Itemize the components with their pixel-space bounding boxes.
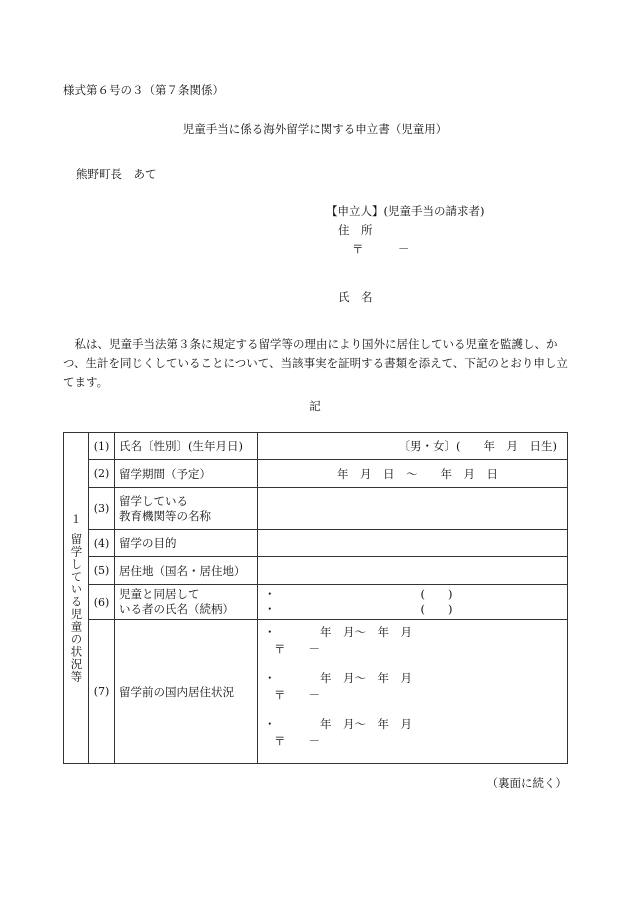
section-number: １ <box>70 511 82 526</box>
applicant-heading: 【申立人】(児童手当の請求者) <box>326 204 485 218</box>
form-number: 様式第６号の３（第７条関係） <box>63 83 224 97</box>
label-line: いる者の氏名（続柄） <box>119 602 234 616</box>
table-row <box>64 585 568 620</box>
address-label: 住 所 <box>338 223 373 237</box>
cohabitant-entry <box>264 602 567 617</box>
row-label: 氏名〔性別〕(生年月日) <box>115 433 258 460</box>
ki-heading: 記 <box>309 399 321 413</box>
label-line: 留学している <box>119 493 188 508</box>
study-period-field[interactable]: 年 月 日 〜 年 月 日 <box>258 460 568 488</box>
continued-note: （裏面に続く） <box>486 776 567 790</box>
row-number: (1) <box>89 433 115 460</box>
label-line: 児童と同居して <box>119 587 200 601</box>
row-label: 留学期間（予定） <box>115 460 258 488</box>
postal-code-field[interactable]: 〒 － <box>352 242 410 256</box>
name-gender-birthdate-field[interactable]: 〔男・女〕( 年 月 日生) <box>258 433 568 460</box>
residence-postal: 〒 － <box>274 688 320 702</box>
child-status-table <box>63 432 568 764</box>
section-label <box>64 433 89 764</box>
row-number: (3) <box>89 488 115 530</box>
name-label: 氏 名 <box>338 290 373 304</box>
residence-postal: 〒 － <box>274 642 320 656</box>
cohabitant-entry <box>264 587 567 602</box>
table-row <box>64 557 568 585</box>
bullet: ・ <box>264 587 276 601</box>
residence-field[interactable] <box>258 557 568 585</box>
prior-residence-entry <box>258 712 567 758</box>
bullet: ・ <box>264 602 276 616</box>
relationship-paren: ( ) <box>420 602 453 616</box>
row-number: (7) <box>89 620 115 764</box>
table-row <box>64 530 568 557</box>
prior-residence-entry <box>258 620 567 666</box>
row-number: (4) <box>89 530 115 557</box>
label-line: 教育機関等の名称 <box>119 508 211 523</box>
table-row <box>64 460 568 488</box>
addressee: 熊野町長 あて <box>76 167 157 181</box>
row-label: 留学前の国内居住状況 <box>115 620 258 764</box>
prior-residence-entry <box>258 666 567 712</box>
row-label <box>115 585 258 620</box>
row-number: (2) <box>89 460 115 488</box>
bullet: ・ <box>264 671 276 685</box>
row-label: 留学の目的 <box>115 530 258 557</box>
row-label: 居住地（国名・居住地） <box>115 557 258 585</box>
residence-period: 年 月〜 年 月 <box>320 717 412 731</box>
bullet: ・ <box>264 717 276 731</box>
section-title: 留学している児童の状況等 <box>69 532 84 683</box>
institution-name-field[interactable] <box>258 488 568 530</box>
table-row <box>64 620 568 764</box>
residence-postal: 〒 － <box>274 734 320 748</box>
residence-period: 年 月〜 年 月 <box>320 625 412 639</box>
document-title: 児童手当に係る海外留学に関する申立書（児童用） <box>182 122 448 136</box>
statement-text: 私は、児童手当法第３条に規定する留学等の理由により国外に居住している児童を監護し、かつ、生計を同じくしていることについて、当該事実を証明する書類を添えて、下記のとおり申し立てます。 <box>63 337 568 389</box>
row-number: (6) <box>89 585 115 620</box>
row-label <box>115 488 258 530</box>
relationship-paren: ( ) <box>420 587 453 601</box>
study-purpose-field[interactable] <box>258 530 568 557</box>
cohabitant-field[interactable] <box>258 585 568 620</box>
row-number: (5) <box>89 557 115 585</box>
prior-residence-field[interactable] <box>258 620 568 764</box>
table-row <box>64 433 568 460</box>
residence-period: 年 月〜 年 月 <box>320 671 412 685</box>
table-row <box>64 488 568 530</box>
bullet: ・ <box>264 625 276 639</box>
